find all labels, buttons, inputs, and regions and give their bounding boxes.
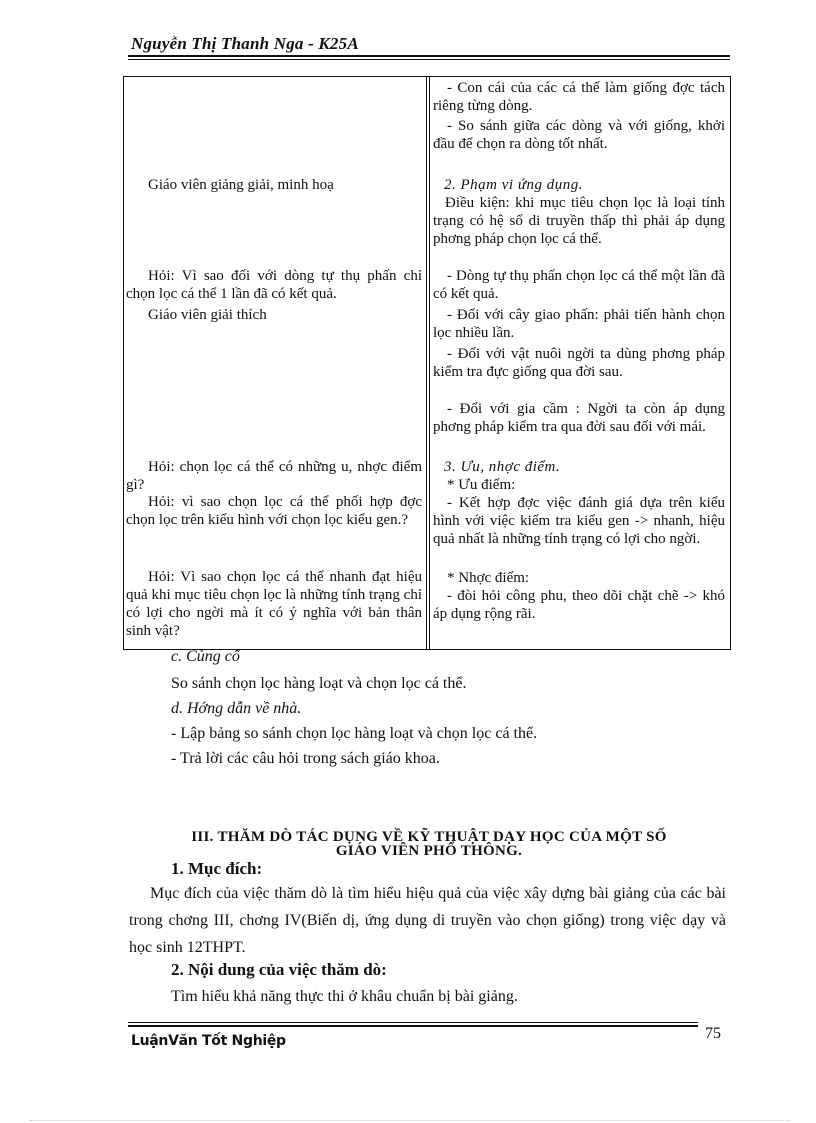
left-cell-6: Hỏi: Vì sao chọn lọc cá thể nhanh đạt hiệu quả khi mục tiêu chọn lọc là những tính trạng chỉ có lợi cho ngời mà ít có ý nghĩa với bản thân sinh vật?	[126, 569, 422, 639]
column-divider	[426, 77, 427, 649]
right-cell-5: - Đối với cây giao phấn: phải tiến hành chọn lọc nhiều lần.	[433, 307, 725, 341]
right-cons-label: * Nhợc điểm:	[447, 570, 530, 586]
homework-item-2: - Trả lời các câu hỏi trong sách giáo khoa.	[171, 750, 440, 767]
bottom-dotted-line	[30, 1120, 790, 1121]
section-title-line1: III. THĂM DÒ TÁC DỤNG VỀ KỸ THUẬT DẠY HỌC CỦA MỘT SỐ	[191, 829, 667, 845]
purpose-heading: 1. Mục đích:	[171, 859, 263, 878]
right-heading-pros-cons: 3. Ưu, nhợc điểm.	[444, 459, 561, 475]
left-cell-1: Giáo viên giảng giải, minh hoạ	[148, 177, 334, 193]
footer-label: LuậnVăn Tốt Nghiệp	[131, 1033, 286, 1049]
left-cell-2: Hỏi: Vì sao đối với dòng tự thụ phấn chỉ chọn lọc cá thể 1 lần đã có kết quả.	[126, 268, 422, 302]
homework-heading: d. Hớng dẫn về nhà.	[171, 700, 302, 717]
right-cell-1: - Con cái của các cá thể làm giống đợc tách riêng từng dòng.	[433, 80, 725, 114]
right-heading-scope: 2. Phạm vi ứng dụng.	[444, 177, 584, 193]
left-cell-3: Giáo viên giải thích	[148, 307, 267, 323]
left-cell-4: Hỏi: chọn lọc cá thể có những u, nhợc điểm gì?	[126, 459, 422, 493]
homework-item-1: - Lập bảng so sánh chọn lọc hàng loạt và chọn lọc cá thể.	[171, 725, 538, 742]
page-number: 75	[705, 1025, 721, 1042]
header-title: Nguyễn Thị Thanh Nga - K25A	[131, 34, 359, 53]
consolidation-text: So sánh chọn lọc hàng loạt và chọn lọc cá thể.	[171, 675, 467, 692]
right-cell-6: - Đối với vật nuôi ngời ta dùng phơng pháp kiểm tra đực giống qua đời sau.	[433, 346, 725, 380]
left-cell-5: Hỏi: vì sao chọn lọc cá thể phối hợp đợc chọn lọc trên kiểu hình với chọn lọc kiểu gen.?	[126, 494, 422, 528]
right-cell-3: Điều kiện: khi mục tiêu chọn lọc là loại tính trạng có hệ số di truyền thấp thì phải áp dụng phơng pháp chọn lọc cá thể.	[433, 195, 725, 247]
lesson-table	[123, 76, 731, 650]
section-title-line2: GIÁO VIÊN PHỔ THÔNG.	[335, 843, 523, 859]
right-cell-2: - So sánh giữa các dòng và với giống, khởi đầu để chọn ra dòng tốt nhất.	[433, 118, 725, 152]
right-cell-7: - Đối với gia cầm : Ngời ta còn áp dụng phơng pháp kiểm tra qua đời sau đối với mái.	[433, 401, 725, 435]
footer-rule-thin	[128, 1022, 698, 1023]
right-cell-4: - Dòng tự thụ phấn chọn lọc cá thể một lần đã có kết quả.	[433, 268, 725, 302]
content-heading: 2. Nội dung của việc thăm dò:	[171, 960, 387, 979]
consolidation-heading: c. Củng cố	[171, 648, 240, 665]
content-text: Tìm hiểu khả năng thực thi ở khâu chuẩn bị bài giảng.	[171, 988, 518, 1005]
header-rule-thin	[128, 59, 730, 60]
right-pros-label: * Ưu điểm:	[447, 477, 516, 493]
right-cell-9: - đòi hỏi công phu, theo dõi chặt chẽ -> khó áp dụng rộng rãi.	[433, 588, 725, 622]
right-cell-8: - Kết hợp đợc việc đánh giá dựa trên kiểu hình với việc kiểm tra kiểu gen -> nhanh, hiệu quả nhất là những tính trạng có lợi cho ngời.	[433, 495, 725, 547]
header-rule-thick	[128, 55, 730, 57]
footer-rule-thick	[128, 1025, 698, 1027]
purpose-paragraph: Mục đích của việc thăm dò là tìm hiểu hiệu quả của việc xây dựng bài giảng của các bài trong chơng III, chơng IV(Biến dị, ứng dụng di truyền vào chọn giống) trong việc dạy và học sinh 12THPT.	[129, 885, 726, 956]
column-divider-inner	[429, 77, 430, 649]
